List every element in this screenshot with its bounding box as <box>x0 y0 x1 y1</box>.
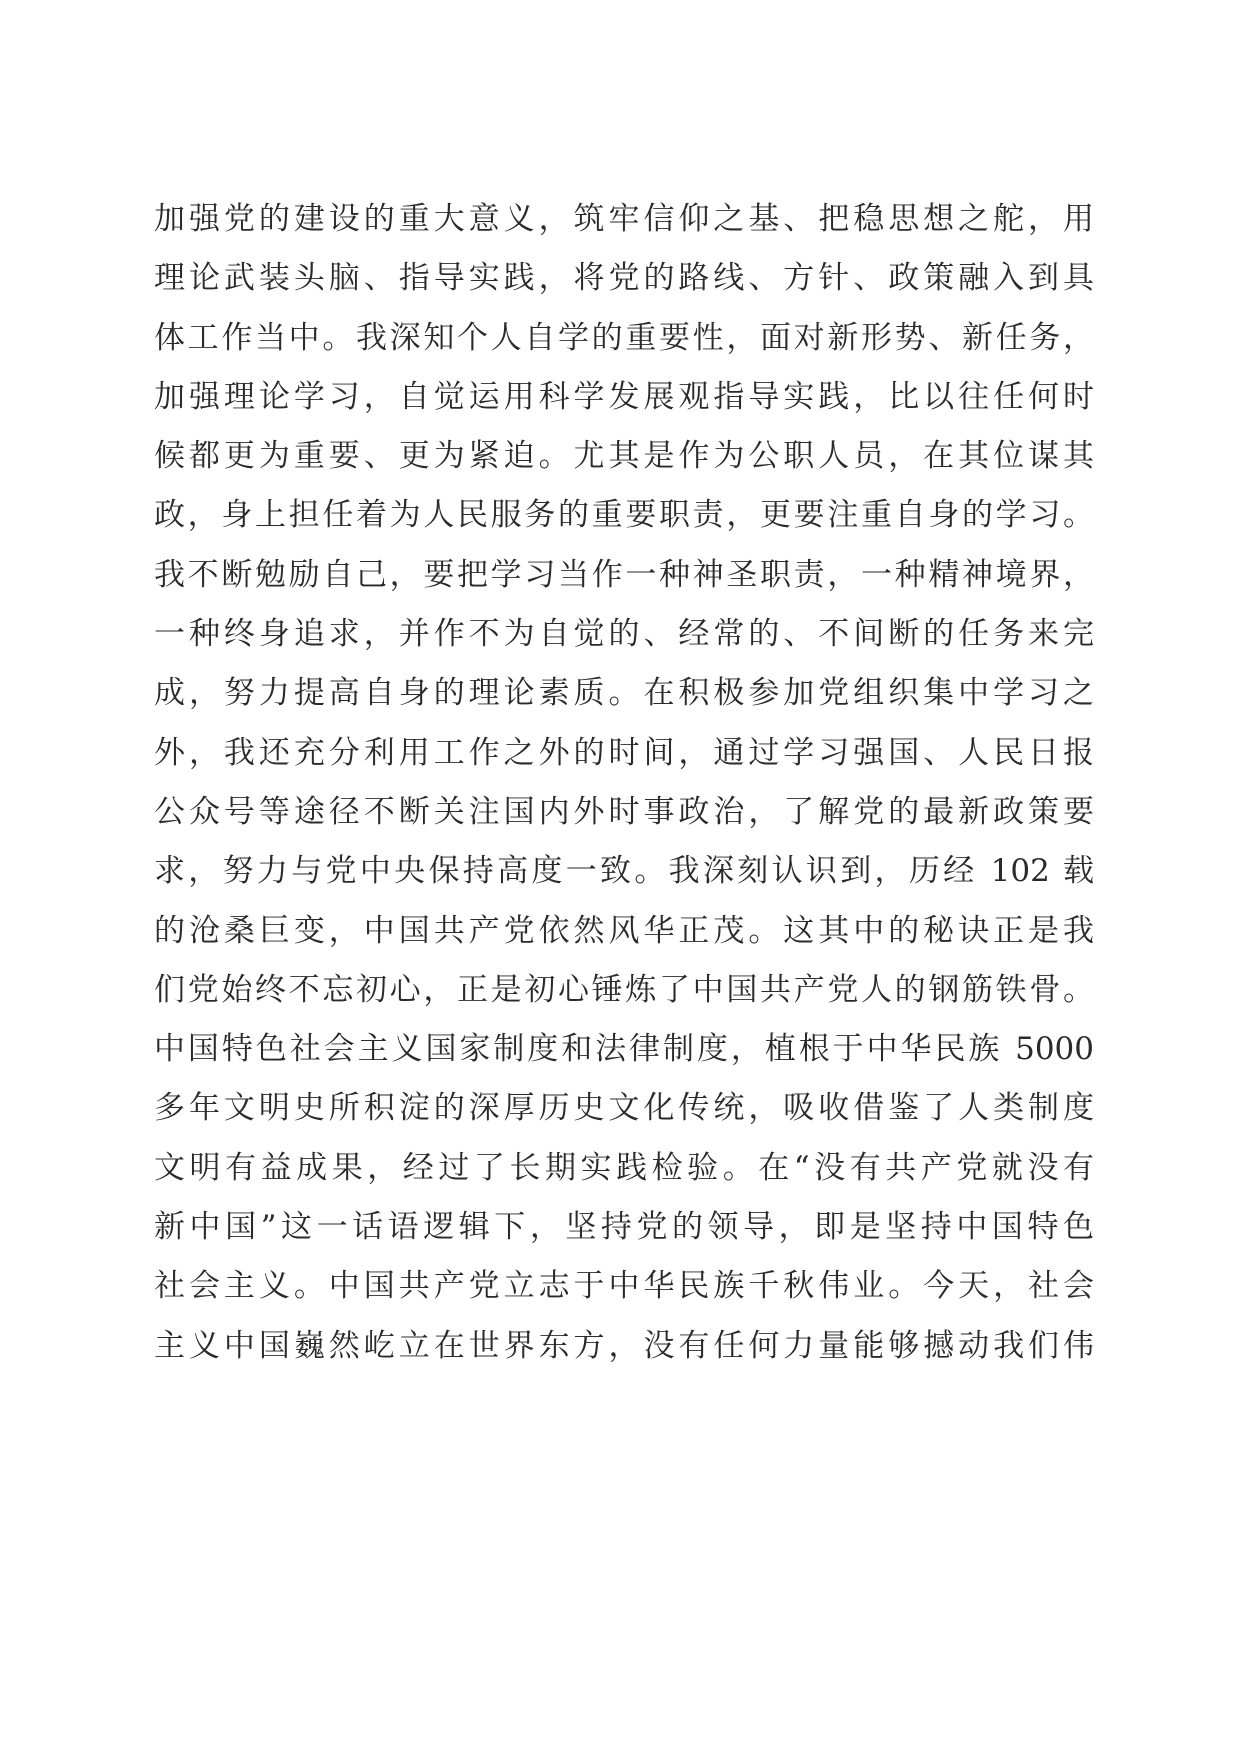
text-line: 加强理论学习，自觉运用科学发展观指导实践，比以往任何时 <box>154 378 1094 415</box>
text-line: 加强党的建设的重大意义，筑牢信仰之基、把稳思想之舵，用 <box>154 201 1094 237</box>
text-line: 新中国”这一话语逻辑下，坚持党的领导，即是坚持中国特色 <box>154 1209 1094 1246</box>
text-line: 体工作当中。我深知个人自学的重要性，面对新形势、新任务， <box>154 319 1094 356</box>
text-line: 我不断勉励自己，要把学习当作一种神圣职责，一种精神境界， <box>154 556 1094 593</box>
text-line: 成，努力提高自身的理论素质。在积极参加党组织集中学习之 <box>154 675 1094 712</box>
text-line: 社会主义。中国共产党立志于中华民族千秋伟业。今天，社会 <box>154 1268 1094 1305</box>
text-line: 多年文明史所积淀的深厚历史文化传统，吸收借鉴了人类制度 <box>154 1090 1094 1127</box>
text-line: 主义中国巍然屹立在世界东方，没有任何力量能够撼动我们伟 <box>154 1327 1094 1364</box>
text-line: 们党始终不忘初心，正是初心锤炼了中国共产党人的钢筋铁骨。 <box>154 971 1094 1008</box>
text-line: 求，努力与党中央保持高度一致。我深刻认识到，历经 102 载 <box>154 853 1094 890</box>
text-line: 文明有益成果，经过了长期实践检验。在“没有共产党就没有 <box>154 1149 1094 1186</box>
text-line: 理论武装头脑、指导实践，将党的路线、方针、政策融入到具 <box>154 260 1094 297</box>
text-line: 候都更为重要、更为紧迫。尤其是作为公职人员，在其位谋其 <box>154 438 1094 475</box>
body-paragraph <box>154 190 1094 1376</box>
text-line: 中国特色社会主义国家制度和法律制度，植根于中华民族 5000 <box>154 1031 1094 1068</box>
text-line: 一种终身追求，并作不为自觉的、经常的、不间断的任务来完 <box>154 616 1094 653</box>
text-line: 公众号等途径不断关注国内外时事政治，了解党的最新政策要 <box>154 793 1094 830</box>
text-line: 的沧桑巨变，中国共产党依然风华正茂。这其中的秘诀正是我 <box>154 912 1094 949</box>
text-line: 政，身上担任着为人民服务的重要职责，更要注重自身的学习。 <box>154 497 1094 534</box>
text-line: 外，我还充分利用工作之外的时间，通过学习强国、人民日报 <box>154 734 1094 771</box>
